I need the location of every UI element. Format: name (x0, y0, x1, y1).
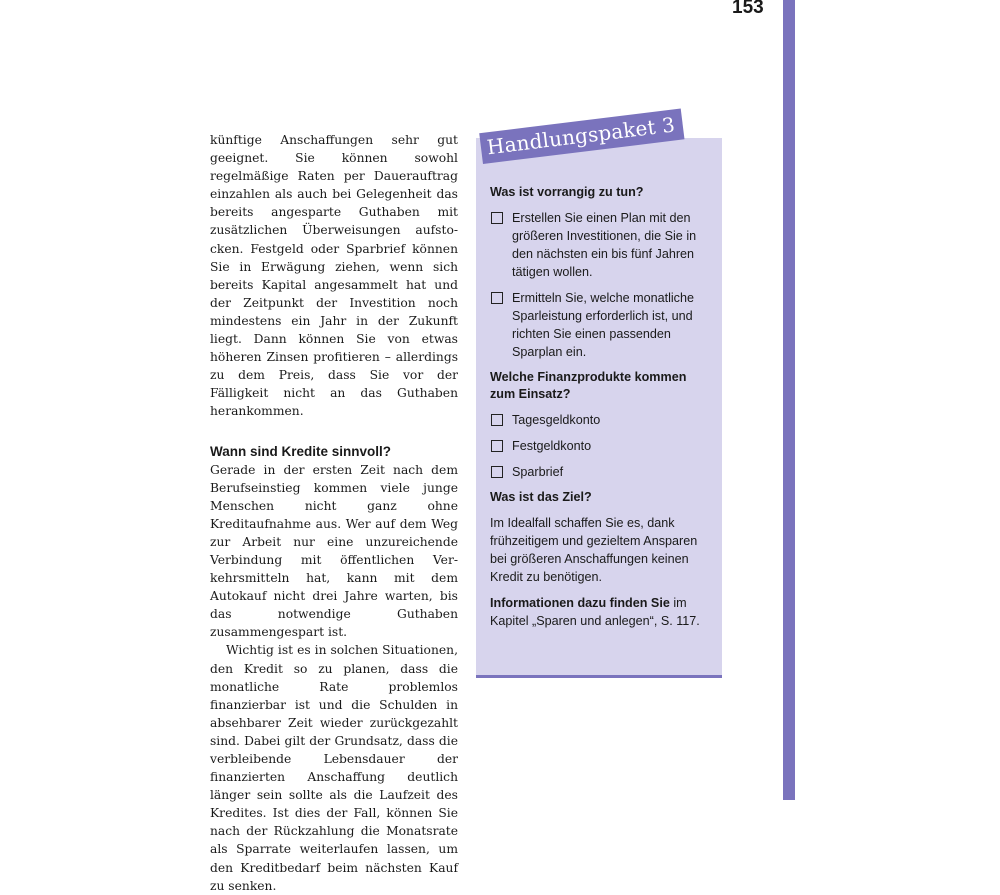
product-item-text: Festgeldkonto (512, 439, 592, 453)
todo-item-text: Erstellen Sie einen Plan mit den größeren Investitionen, die Sie in den nächsten ein bis fünf Jahren tätigen wollen. (512, 211, 697, 279)
checkbox-icon (491, 466, 503, 478)
page-number: 153 (732, 0, 764, 18)
info-text: im Kapitel „Sparen und anlegen“, S. 117. (490, 596, 700, 628)
goal-text: Im Idealfall schaffen Sie es, dank frühzeitigem und gezieltem Ansparen bei größeren Anschaffungen keinen Kredit zu benötigen. (490, 516, 698, 584)
product-item-text: Tagesgeldkonto (512, 413, 601, 427)
todo-item (490, 209, 708, 281)
product-item-text: Sparbrief (512, 465, 564, 479)
checkbox-icon (491, 212, 503, 224)
product-item (490, 437, 708, 455)
body-paragraph: künftige Anschaffungen sehr gut geeignet. Sie können sowohl regelmäßige Raten per Dauerauftrag einzahlen als auch bei Gelegenheit das bereits angesparte Guthaben mit zusätzlichen Überweisungen aufstocken. Festgeld oder Sparbrief können Sie in Erwägung ziehen, wenn sich bereits Kapital angesammelt hat und der Zeitpunkt der Investition noch mindestens ein Jahr in der Zukunft liegt. Dann können Sie von etwas höheren Zinsen profitieren – allerdings zu dem Preis, dass Sie vor der Fälligkeit nicht an das Guthaben herankommen. (210, 133, 458, 419)
box-title: Handlungspaket 3 (479, 108, 685, 164)
box-section-heading: Welche Finanzprodukte kommen zum Einsatz? (490, 370, 687, 401)
action-package-content (490, 184, 708, 638)
product-item (490, 463, 708, 481)
product-item (490, 411, 708, 429)
checkbox-icon (491, 440, 503, 452)
checkbox-icon (491, 414, 503, 426)
box-section-heading: Was ist vorrangig zu tun? (490, 185, 644, 199)
info-reference (490, 594, 708, 630)
side-color-bar (783, 0, 795, 800)
box-section-heading: Was ist das Ziel? (490, 490, 592, 504)
todo-item-text: Ermitteln Sie, welche monatliche Sparleistung erforderlich ist, und richten Sie einen passenden Sparplan ein. (512, 291, 694, 359)
body-paragraph: Wichtig ist es in solchen Situationen, den Kredit so zu planen, dass die monatliche Rate problemlos finanzierbar ist und die Schulden in absehbarer Zeit wieder zurückgezahlt sind. Dabei gilt der Grundsatz, dass die verbleibende Lebensdauer der finanzierten Anschaffung deutlich länger sein sollte als die Laufzeit des Kredites. Ist dies der Fall, können Sie nach der Rückzahlung die Monatsrate als Sparrate weiterlaufen lassen, um den Kreditbedarf beim nächsten Kauf zu senken. (210, 643, 458, 893)
todo-item (490, 289, 708, 361)
checkbox-icon (491, 292, 503, 304)
main-text-column (210, 131, 458, 895)
section-heading: Wann sind Kredite sinnvoll? (210, 443, 392, 459)
body-paragraph: Gerade in der ersten Zeit nach dem Berufseinstieg kommen viele junge Menschen nicht ganz ohne Kreditaufnahme aus. Wer auf dem Weg zur Arbeit nur eine unzureichende Verbindung mit öffentlichen Verkehrsmitteln hat, kann mit dem Autokauf nicht drei Jahre warten, bis das notwendige Guthaben zusammengespart ist. (210, 462, 458, 640)
info-bold: Informationen dazu finden Sie (490, 596, 670, 610)
